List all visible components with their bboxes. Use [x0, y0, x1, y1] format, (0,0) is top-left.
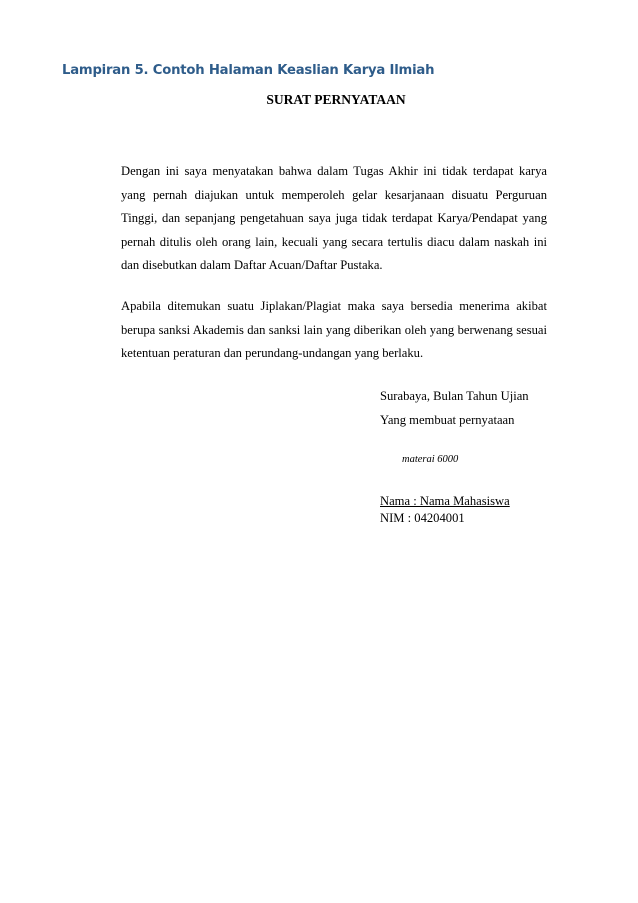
- signer-label: Yang membuat pernyataan: [380, 412, 515, 427]
- statement-paragraph-2: Apabila ditemukan suatu Jiplakan/Plagiat maka saya bersedia menerima akibat berupa sanksi Akademis dan sanksi lain yang diberikan oleh yang berwenang sesuai ketentuan peraturan dan perundang-undangan yang berlaku.: [121, 299, 547, 361]
- signer-name: Nama : Nama Mahasiswa: [380, 494, 510, 508]
- signer-nim: NIM : 04204001: [380, 511, 465, 525]
- signer-identity: [380, 493, 510, 527]
- stamp-placeholder: materai 6000: [402, 454, 459, 465]
- document-title: SURAT PERNYATAAN: [266, 92, 406, 107]
- place-date: Surabaya, Bulan Tahun Ujian: [380, 389, 529, 403]
- statement-paragraph-1: Dengan ini saya menyatakan bahwa dalam Tugas Akhir ini tidak terdapat karya yang pernah diajukan untuk memperoleh gelar kesarjanaan disuatu Perguruan Tinggi, dan sepanjang pengetahuan saya juga tidak terdapat Karya/Pendapat yang pernah ditulis oleh orang lain, kecuali yang secara tertulis diacu dalam naskah ini dan disebutkan dalam Daftar Acuan/Daftar Pustaka.: [121, 164, 547, 273]
- signature-header: [380, 385, 529, 432]
- appendix-heading: Lampiran 5. Contoh Halaman Keaslian Karya Ilmiah: [62, 63, 435, 78]
